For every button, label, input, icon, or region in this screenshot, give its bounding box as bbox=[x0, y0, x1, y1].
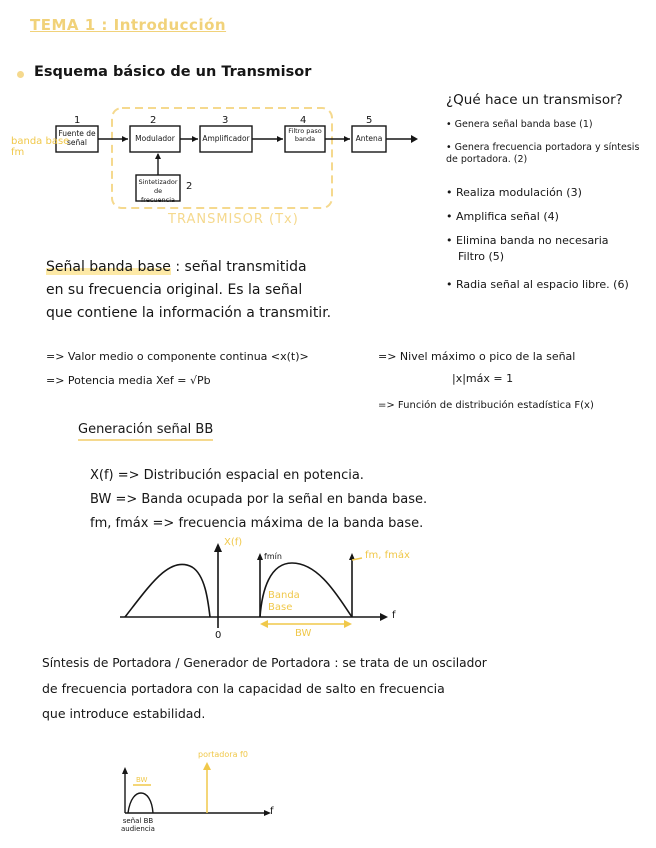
block-label-synthesizer: Sintetizador de frecuencia bbox=[138, 178, 178, 204]
property-power: => Potencia media Xef = √Pb bbox=[46, 374, 211, 387]
block-label-antenna: Antena bbox=[355, 134, 383, 143]
spectrum-fmax: fm, fmáx bbox=[365, 550, 410, 561]
synth-num: 2 bbox=[186, 181, 193, 192]
block-label-amplifier: Amplificador bbox=[202, 134, 250, 143]
carrier-bw: BW bbox=[136, 776, 148, 784]
definition-line-1: Señal banda base : señal transmitida bbox=[46, 259, 307, 275]
block-num-5: 5 bbox=[366, 115, 373, 126]
definition-line-2: en su frecuencia original. Es la señal bbox=[46, 282, 303, 298]
generation-line-3: fm, fmáx => frecuencia máxima de la banda base. bbox=[90, 516, 424, 531]
property-peak: => Nivel máximo o pico de la señal bbox=[378, 350, 576, 363]
diagram-input-label: banda base fm bbox=[11, 136, 70, 158]
generation-line-2: BW => Banda ocupada por la señal en banda base. bbox=[90, 492, 428, 507]
list-item: • Genera señal banda base (1) bbox=[446, 119, 593, 130]
definition-line-3: que contiene la información a transmitir. bbox=[46, 305, 332, 321]
list-item: Filtro (5) bbox=[458, 250, 505, 263]
list-item: • Amplifica señal (4) bbox=[446, 210, 559, 223]
carrier-line-1: Síntesis de Portadora / Generador de Portadora : se trata de un oscilador bbox=[42, 656, 487, 670]
block-label-filter: Filtro paso banda bbox=[288, 127, 322, 143]
spectrum-bw: BW bbox=[295, 628, 312, 639]
spectrum-plot bbox=[120, 545, 385, 628]
block-num-1: 1 bbox=[74, 115, 81, 126]
carrier-f: f bbox=[270, 806, 274, 817]
spectrum-f: f bbox=[392, 610, 396, 621]
page-title: TEMA 1 : Introducción bbox=[30, 16, 227, 34]
question-heading: ¿Qué hace un transmisor? bbox=[446, 92, 623, 108]
block-num-2: 2 bbox=[150, 115, 157, 126]
tx-caption: TRANSMISOR (Tx) bbox=[168, 212, 299, 227]
definition-term: Señal banda base bbox=[46, 259, 171, 275]
spectrum-zero: 0 bbox=[215, 630, 222, 641]
carrier-label: portadora f0 bbox=[198, 750, 248, 759]
spectrum-band-label: Banda Base bbox=[268, 590, 300, 613]
spectrum-y-label: X(f) bbox=[224, 537, 243, 548]
carrier-bb-label: señal BB audiencia bbox=[121, 817, 155, 833]
generation-heading: Generación señal BB bbox=[78, 422, 213, 441]
list-item: • Elimina banda no necesaria bbox=[446, 234, 609, 247]
carrier-line-3: que introduce estabilidad. bbox=[42, 706, 206, 721]
list-item: • Genera frecuencia portadora y síntesis de portadora. (2) bbox=[446, 142, 640, 165]
property-mean: => Valor medio o componente continua <x(t)> bbox=[46, 350, 309, 363]
property-distribution: => Función de distribución estadística F(x) bbox=[378, 400, 594, 411]
block-num-3: 3 bbox=[222, 115, 229, 126]
carrier-line-2: de frecuencia portadora con la capacidad de salto en frecuencia bbox=[42, 681, 445, 696]
generation-line-1: X(f) => Distribución espacial en potencia. bbox=[90, 468, 364, 483]
spectrum-fmin: fmín bbox=[264, 552, 282, 561]
block-label-modulator: Modulador bbox=[135, 134, 175, 143]
property-peak-value: |x|máx = 1 bbox=[452, 372, 514, 385]
list-item: • Realiza modulación (3) bbox=[446, 186, 582, 199]
block-num-4: 4 bbox=[300, 115, 307, 126]
list-item: • Radia señal al espacio libre. (6) bbox=[446, 278, 629, 291]
block-label-source: Fuente de señal bbox=[58, 129, 96, 147]
section-heading: Esquema básico de un Transmisor bbox=[34, 64, 312, 80]
